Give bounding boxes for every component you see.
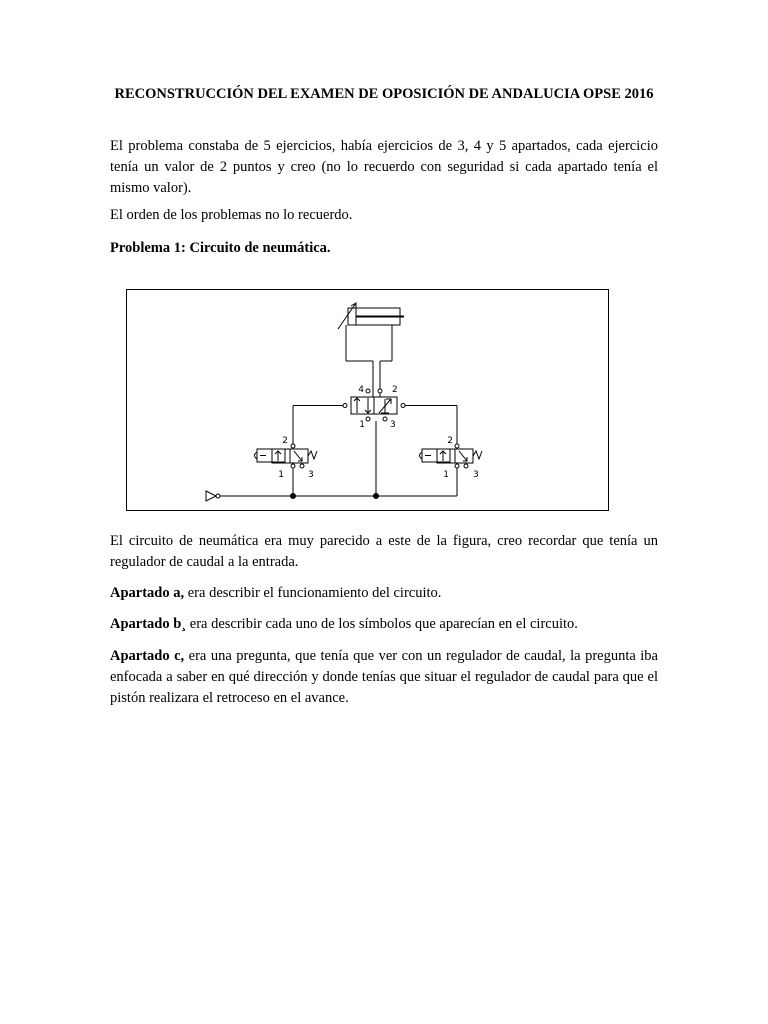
section-b-text: era describir cada uno de los símbolos que aparecían en el circuito. bbox=[186, 616, 578, 632]
pneumatic-circuit-figure bbox=[126, 289, 609, 511]
left-pushbutton-valve bbox=[255, 444, 318, 468]
double-acting-cylinder bbox=[338, 303, 404, 397]
main-port-2-label: 2 bbox=[392, 385, 398, 395]
section-c-text: era una pregunta, que tenía que ver con un regulador de caudal, la pregunta iba enfocada a saber en qué dirección y donde tenías que situar el regulador de caudal para que el pistón realizara el retroceso en el avance. bbox=[110, 648, 658, 706]
right-port-2-label: 2 bbox=[447, 436, 453, 446]
section-a-label: Apartado a, bbox=[110, 585, 185, 601]
right-pushbutton-valve bbox=[420, 444, 483, 468]
section-a bbox=[110, 583, 658, 604]
intro-paragraph: El problema constaba de 5 ejercicios, había ejercicios de 3, 4 y 5 apartados, cada ejercicio tenía un valor de 2 puntos y creo (no lo recuerdo con seguridad si cada apartado tenía el mismo valor). bbox=[110, 138, 658, 196]
circuit-description: El circuito de neumática era muy parecido a este de la figura, creo recordar que tenía un regulador de caudal a la entrada. bbox=[110, 533, 658, 570]
supply-line bbox=[206, 421, 457, 501]
main-port-3-label: 3 bbox=[390, 420, 396, 430]
right-port-3-label: 3 bbox=[473, 470, 479, 480]
section-a-text: era describir el funcionamiento del circuito. bbox=[184, 585, 442, 601]
main-port-4-label: 4 bbox=[358, 385, 364, 395]
document-title: RECONSTRUCCIÓN DEL EXAMEN DE OPOSICIÓN DE ANDALUCIA OPSE 2016 bbox=[114, 86, 654, 102]
left-port-1-label: 1 bbox=[278, 470, 284, 480]
main-port-1-label: 1 bbox=[359, 420, 365, 430]
section-b bbox=[110, 614, 658, 635]
right-port-1-label: 1 bbox=[443, 470, 449, 480]
section-c-label: Apartado c, bbox=[110, 648, 185, 664]
left-port-2-label: 2 bbox=[282, 436, 288, 446]
pilot-lines bbox=[293, 406, 457, 446]
section-b-label: Apartado b¸ bbox=[110, 616, 187, 632]
problem-heading: Problema 1: Circuito de neumática. bbox=[110, 240, 331, 256]
section-c bbox=[110, 646, 658, 709]
left-port-3-label: 3 bbox=[308, 470, 314, 480]
order-note: El orden de los problemas no lo recuerdo. bbox=[110, 207, 353, 223]
